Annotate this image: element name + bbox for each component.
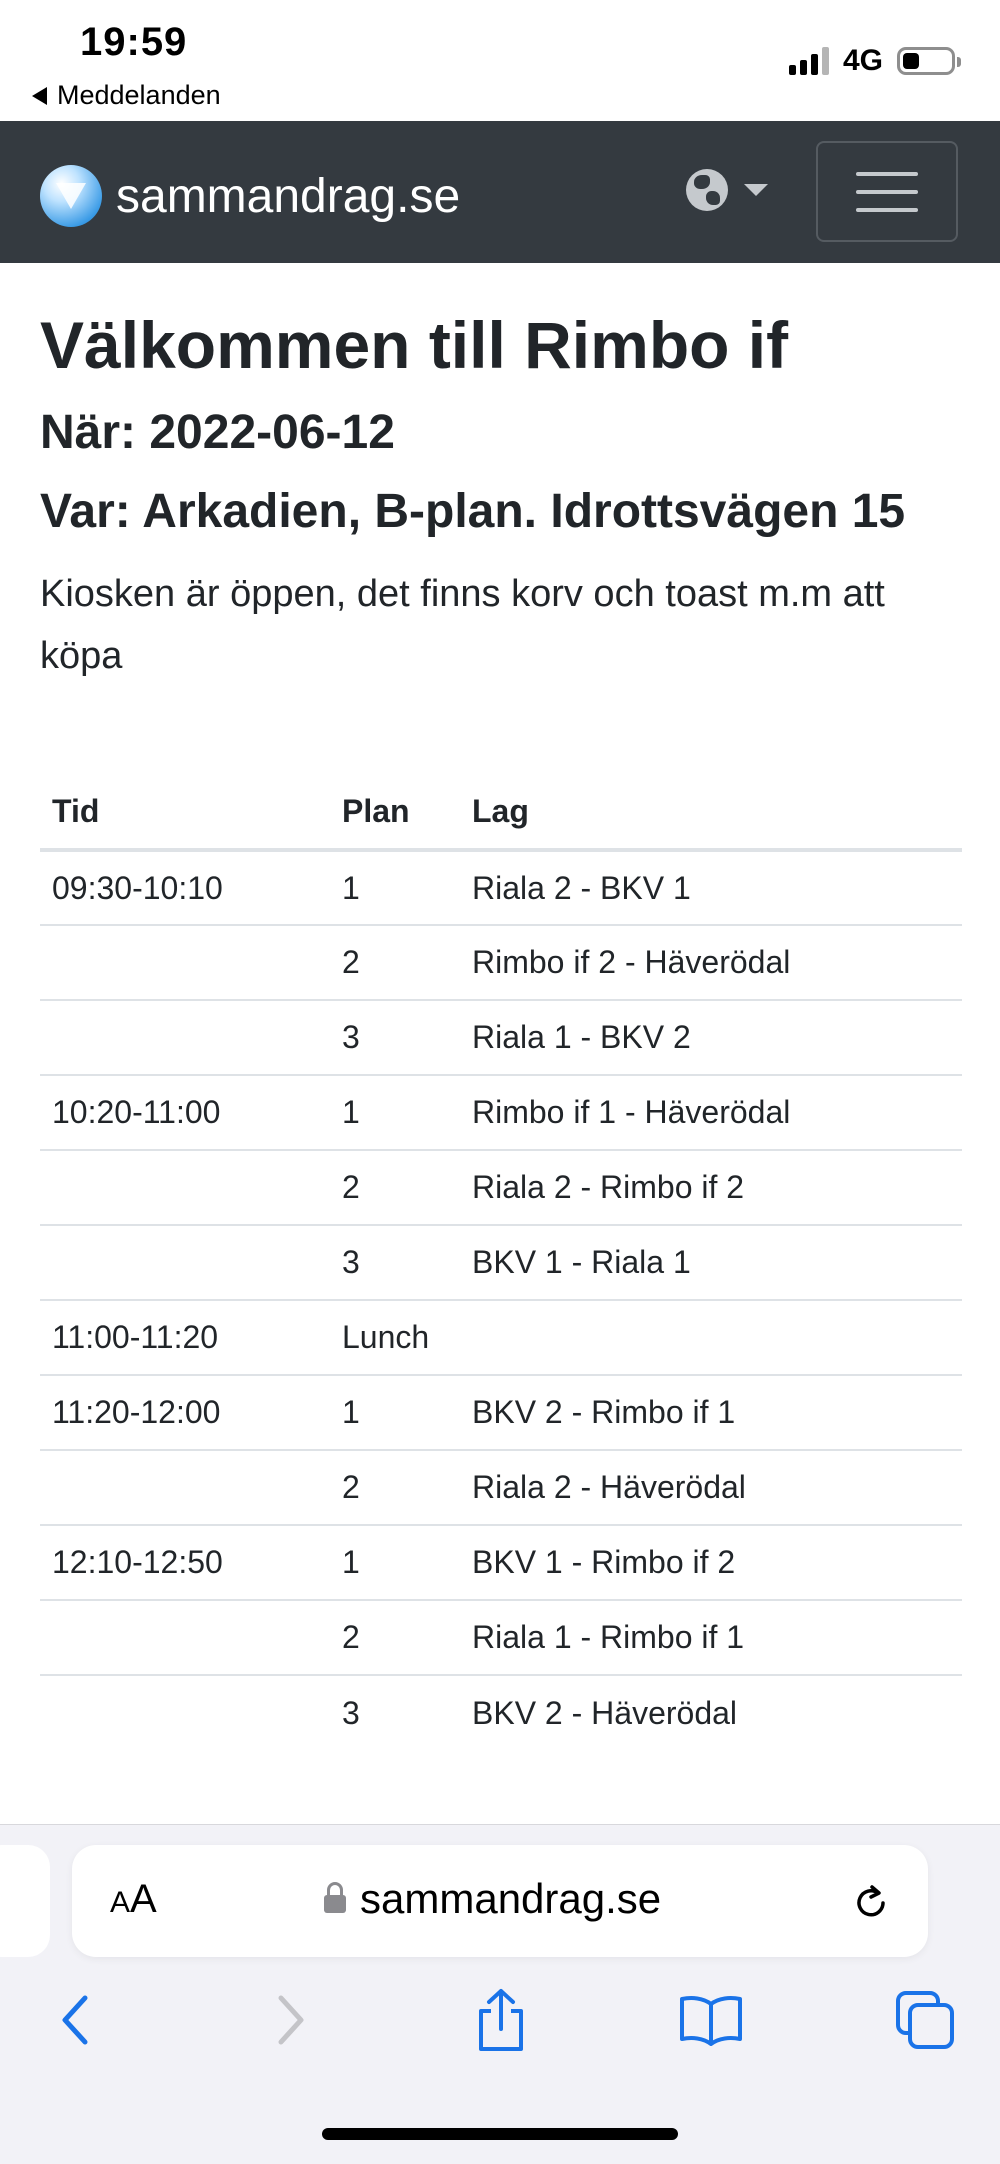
event-date: När: 2022-06-12	[40, 405, 395, 459]
table-row	[40, 1525, 962, 1600]
previous-tab-preview[interactable]	[0, 1845, 50, 1957]
event-info: Kiosken är öppen, det finns korv och toast m.m att köpa	[40, 572, 885, 677]
cell-teams: Riala 1 - Rimbo if 1	[460, 1600, 962, 1675]
cell-field: 3	[330, 1000, 460, 1075]
cell-field: Lunch	[330, 1300, 460, 1375]
tabs-icon	[894, 1989, 956, 2051]
cell-time	[40, 1225, 330, 1300]
globe-icon	[686, 169, 728, 211]
cell-field: 3	[330, 1225, 460, 1300]
table-row	[40, 850, 962, 925]
table-row	[40, 1225, 962, 1300]
cell-time	[40, 1675, 330, 1750]
forward-button[interactable]	[256, 1985, 326, 2055]
header-teams: Lag	[460, 774, 962, 850]
back-button[interactable]	[40, 1985, 110, 2055]
chevron-right-icon	[271, 1992, 311, 2048]
status-indicators	[789, 44, 955, 78]
cell-field: 3	[330, 1675, 460, 1750]
table-row	[40, 1600, 962, 1675]
bookmarks-button[interactable]	[676, 1985, 746, 2055]
table-row	[40, 1375, 962, 1450]
cell-time: 11:20-12:00	[40, 1375, 330, 1450]
reload-icon[interactable]	[850, 1881, 892, 1923]
browser-bottom-bar	[0, 1824, 1000, 2164]
hamburger-icon	[856, 172, 918, 176]
page-title: Välkommen till Rimbo if	[40, 308, 789, 382]
cell-teams: BKV 2 - Häverödal	[460, 1675, 962, 1750]
share-icon	[473, 1987, 529, 2053]
cell-field: 1	[330, 850, 460, 925]
header-time: Tid	[40, 774, 330, 850]
signal-icon	[789, 47, 829, 75]
cell-teams: BKV 2 - Rimbo if 1	[460, 1375, 962, 1450]
cell-field: 1	[330, 1075, 460, 1150]
table-header-row	[40, 774, 962, 850]
cell-teams: BKV 1 - Rimbo if 2	[460, 1525, 962, 1600]
cell-time	[40, 1450, 330, 1525]
cell-teams	[460, 1300, 962, 1375]
table-row	[40, 1000, 962, 1075]
main-content	[40, 263, 962, 687]
back-to-app-link[interactable]	[32, 80, 221, 111]
share-button[interactable]	[466, 1985, 536, 2055]
cell-field: 2	[330, 1150, 460, 1225]
brand-link[interactable]	[40, 165, 460, 227]
table-row	[40, 1675, 962, 1750]
battery-icon	[897, 47, 955, 75]
tabs-button[interactable]	[890, 1985, 960, 2055]
home-indicator	[322, 2128, 678, 2140]
menu-toggle-button[interactable]	[816, 141, 958, 242]
cell-field: 2	[330, 1600, 460, 1675]
cell-teams: Riala 2 - Häverödal	[460, 1450, 962, 1525]
caret-down-icon	[744, 184, 768, 196]
cell-teams: Riala 2 - BKV 1	[460, 850, 962, 925]
chevron-left-icon	[55, 1992, 95, 2048]
status-time: 19:59	[80, 20, 188, 64]
cell-time: 10:20-11:00	[40, 1075, 330, 1150]
cell-time	[40, 1000, 330, 1075]
cell-teams: BKV 1 - Riala 1	[460, 1225, 962, 1300]
table-row	[40, 1075, 962, 1150]
cell-teams: Rimbo if 2 - Häverödal	[460, 925, 962, 1000]
lock-icon	[324, 1895, 346, 1913]
page-settings-button[interactable]: AA	[110, 1877, 157, 1921]
table-row	[40, 925, 962, 1000]
browser-toolbar	[0, 1985, 1000, 2065]
cell-time	[40, 1600, 330, 1675]
header-field: Plan	[330, 774, 460, 850]
back-app-label: Meddelanden	[57, 80, 221, 110]
cell-time: 11:00-11:20	[40, 1300, 330, 1375]
brand-name: sammandrag.se	[116, 169, 461, 223]
address-bar[interactable]	[72, 1845, 928, 1957]
schedule-table	[40, 774, 962, 1750]
navbar	[0, 121, 1000, 263]
table-row	[40, 1300, 962, 1375]
status-bar	[0, 0, 1000, 121]
book-icon	[678, 1992, 744, 2048]
logo-icon	[40, 165, 102, 227]
table-row	[40, 1150, 962, 1225]
cell-teams: Riala 2 - Rimbo if 2	[460, 1150, 962, 1225]
cell-time: 09:30-10:10	[40, 850, 330, 925]
cell-time: 12:10-12:50	[40, 1525, 330, 1600]
back-triangle-icon	[32, 87, 47, 105]
language-dropdown[interactable]	[686, 169, 768, 211]
cell-field: 2	[330, 1450, 460, 1525]
cell-field: 1	[330, 1375, 460, 1450]
cell-field: 2	[330, 925, 460, 1000]
cell-teams: Rimbo if 1 - Häverödal	[460, 1075, 962, 1150]
cell-time	[40, 1150, 330, 1225]
event-location: Var: Arkadien, B-plan. Idrottsvägen 15	[40, 485, 906, 539]
table-row	[40, 1450, 962, 1525]
cell-time	[40, 925, 330, 1000]
url-text: sammandrag.se	[360, 1875, 662, 1922]
cell-teams: Riala 1 - BKV 2	[460, 1000, 962, 1075]
cell-field: 1	[330, 1525, 460, 1600]
url-display[interactable]	[324, 1875, 661, 1923]
network-type: 4G	[842, 44, 883, 77]
